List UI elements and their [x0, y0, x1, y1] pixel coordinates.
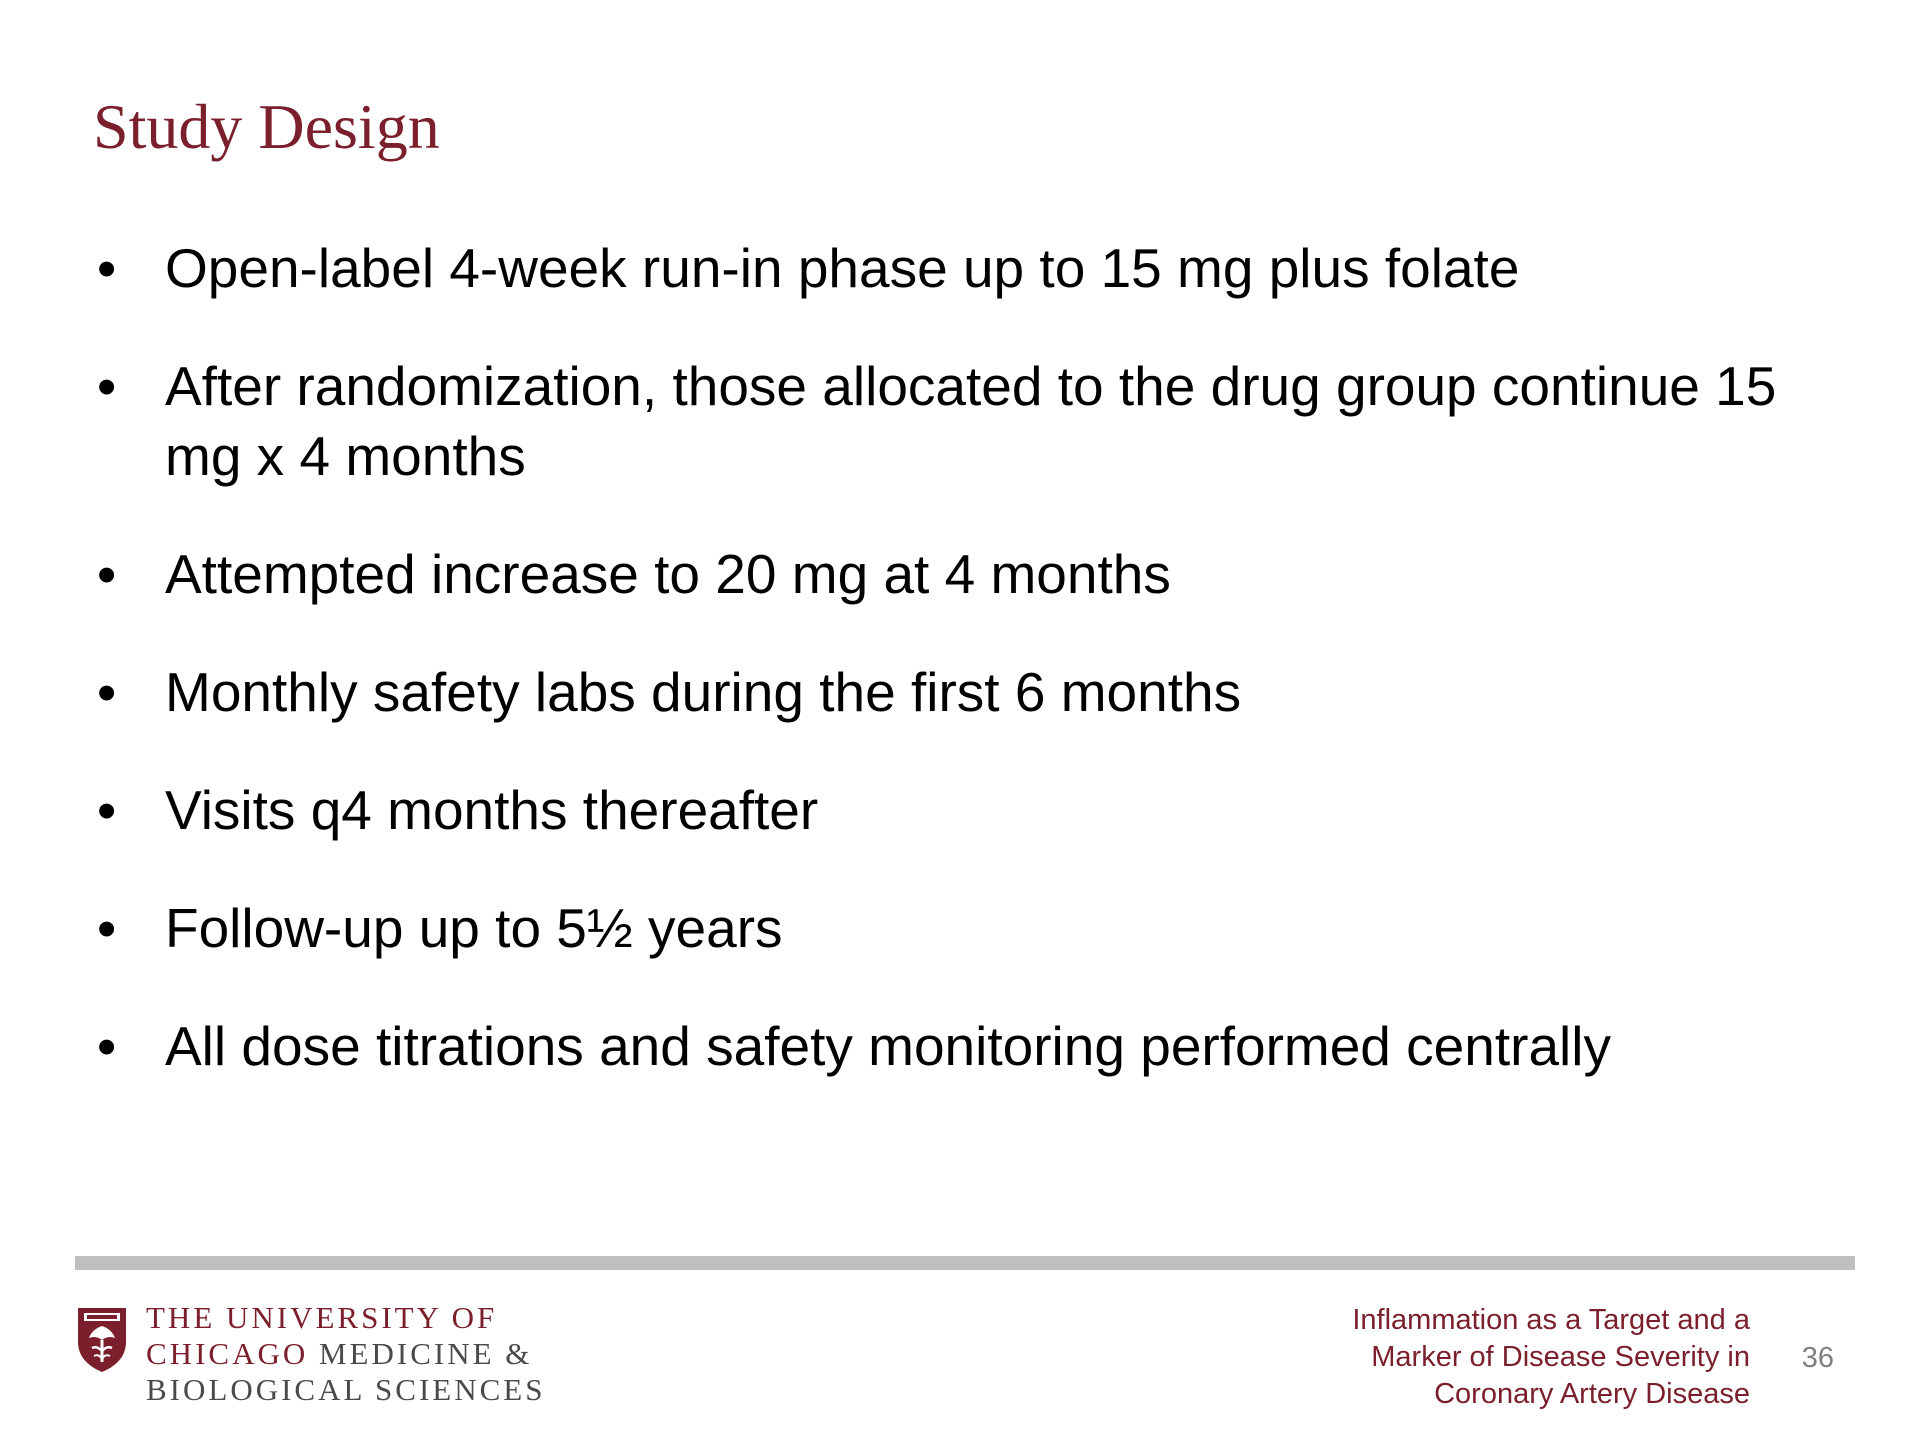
- presentation-title: [1352, 1302, 1750, 1413]
- bullet-dot: •: [97, 543, 117, 605]
- bullet-text: After randomization, those allocated to the drug group continue 15 mg x 4 months: [165, 355, 1777, 487]
- presentation-title-line: Coronary Artery Disease: [1434, 1378, 1750, 1410]
- bullet-dot: •: [97, 779, 117, 841]
- bullet-dot: •: [97, 237, 117, 299]
- university-seal-icon: [76, 1304, 128, 1374]
- logo-line-2-medicine: MEDICINE &: [308, 1336, 533, 1371]
- bullet-text: Visits q4 months thereafter: [165, 779, 819, 841]
- bullet-text: All dose titrations and safety monitoring performed centrally: [165, 1015, 1611, 1077]
- bullet-text: Open-label 4-week run-in phase up to 15 mg plus folate: [165, 237, 1520, 299]
- bullet-text: Attempted increase to 20 mg at 4 months: [165, 543, 1171, 605]
- bullet-item: [93, 539, 1853, 609]
- footer-divider: [75, 1256, 1855, 1270]
- university-logo: [76, 1300, 545, 1408]
- bullet-dot: •: [97, 661, 117, 723]
- bullet-item: [93, 233, 1853, 303]
- logo-line-3: BIOLOGICAL SCIENCES: [146, 1372, 546, 1407]
- bullet-item: [93, 893, 1853, 963]
- bullet-list: [93, 233, 1853, 1129]
- logo-line-1: THE UNIVERSITY OF: [146, 1300, 498, 1335]
- logo-line-2: [146, 1336, 545, 1372]
- bullet-dot: •: [97, 1015, 117, 1077]
- logo-wordmark: [146, 1300, 545, 1408]
- bullet-dot: •: [97, 355, 117, 417]
- page-number: 36: [1801, 1342, 1834, 1374]
- bullet-item: [93, 351, 1853, 491]
- presentation-title-line: Inflammation as a Target and a: [1352, 1304, 1750, 1336]
- presentation-title-line: Marker of Disease Severity in: [1371, 1341, 1750, 1373]
- bullet-item: [93, 1011, 1853, 1081]
- bullet-text: Follow-up up to 5½ years: [165, 897, 783, 959]
- bullet-dot: •: [97, 897, 117, 959]
- bullet-item: [93, 775, 1853, 845]
- logo-line-2-chicago: CHICAGO: [146, 1336, 309, 1371]
- bullet-text: Monthly safety labs during the first 6 months: [165, 661, 1242, 723]
- slide-title: Study Design: [93, 91, 440, 162]
- bullet-item: [93, 657, 1853, 727]
